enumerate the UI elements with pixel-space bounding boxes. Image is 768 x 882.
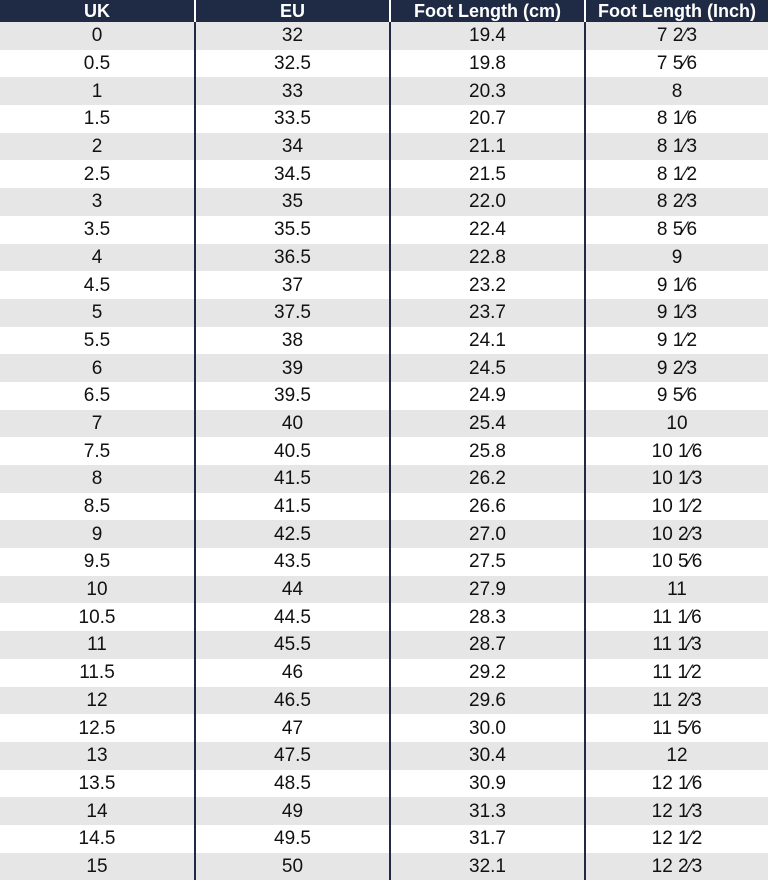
foot-length-inch-cell: 8 2⁄3 [585,188,768,216]
foot-length-cm-cell: 24.9 [390,382,585,410]
foot-length-cm-cell: 29.2 [390,659,585,687]
foot-length-cm-cell: 19.8 [390,50,585,78]
table-row [0,825,768,853]
uk-size-cell: 2 [0,133,195,161]
uk-size-cell: 2.5 [0,160,195,188]
foot-length-cm-cell: 21.1 [390,133,585,161]
table-row [0,797,768,825]
foot-length-cm-cell: 24.1 [390,327,585,355]
eu-size-cell: 38 [195,327,390,355]
uk-size-cell: 10.5 [0,603,195,631]
eu-size-cell: 35 [195,188,390,216]
foot-length-cm-cell: 28.3 [390,603,585,631]
uk-size-cell: 9.5 [0,548,195,576]
foot-length-inch-cell: 9 1⁄6 [585,271,768,299]
uk-size-cell: 13.5 [0,770,195,798]
foot-length-cm-cell: 23.7 [390,299,585,327]
table-row [0,770,768,798]
foot-length-inch-cell: 10 2⁄3 [585,520,768,548]
eu-size-cell: 41.5 [195,493,390,521]
foot-length-inch-cell: 11 [585,576,768,604]
table-row [0,853,768,881]
table-row [0,50,768,78]
eu-size-cell: 36.5 [195,244,390,272]
header-foot-length-cm: Foot Length (cm) [390,0,585,22]
foot-length-inch-cell: 10 1⁄2 [585,493,768,521]
foot-length-inch-cell: 12 1⁄3 [585,797,768,825]
foot-length-inch-cell: 8 5⁄6 [585,216,768,244]
table-row [0,631,768,659]
foot-length-inch-cell: 8 1⁄6 [585,105,768,133]
foot-length-cm-cell: 27.0 [390,520,585,548]
eu-size-cell: 39.5 [195,382,390,410]
foot-length-inch-cell: 11 5⁄6 [585,714,768,742]
foot-length-cm-cell: 19.4 [390,22,585,50]
table-row [0,188,768,216]
uk-size-cell: 11 [0,631,195,659]
foot-length-inch-cell: 11 1⁄3 [585,631,768,659]
foot-length-inch-cell: 9 [585,244,768,272]
uk-size-cell: 5 [0,299,195,327]
eu-size-cell: 48.5 [195,770,390,798]
foot-length-cm-cell: 31.7 [390,825,585,853]
foot-length-cm-cell: 25.8 [390,437,585,465]
uk-size-cell: 15 [0,853,195,881]
foot-length-cm-cell: 27.5 [390,548,585,576]
foot-length-inch-cell: 11 1⁄2 [585,659,768,687]
uk-size-cell: 14 [0,797,195,825]
eu-size-cell: 46.5 [195,687,390,715]
size-chart-header [0,0,768,22]
foot-length-cm-cell: 24.5 [390,354,585,382]
table-row [0,327,768,355]
table-row [0,603,768,631]
header-foot-length-inch: Foot Length (Inch) [585,0,768,22]
foot-length-inch-cell: 8 1⁄3 [585,133,768,161]
foot-length-cm-cell: 30.9 [390,770,585,798]
foot-length-inch-cell: 12 2⁄3 [585,853,768,881]
table-row [0,133,768,161]
uk-size-cell: 3 [0,188,195,216]
foot-length-cm-cell: 30.0 [390,714,585,742]
foot-length-inch-cell: 9 2⁄3 [585,354,768,382]
table-row [0,520,768,548]
eu-size-cell: 37.5 [195,299,390,327]
foot-length-cm-cell: 22.0 [390,188,585,216]
table-row [0,548,768,576]
foot-length-inch-cell: 12 1⁄6 [585,770,768,798]
uk-size-cell: 8.5 [0,493,195,521]
eu-size-cell: 41.5 [195,465,390,493]
eu-size-cell: 37 [195,271,390,299]
eu-size-cell: 39 [195,354,390,382]
eu-size-cell: 34 [195,133,390,161]
uk-size-cell: 10 [0,576,195,604]
eu-size-cell: 32 [195,22,390,50]
foot-length-inch-cell: 9 5⁄6 [585,382,768,410]
header-uk: UK [0,0,195,22]
foot-length-cm-cell: 21.5 [390,160,585,188]
eu-size-cell: 42.5 [195,520,390,548]
table-row [0,160,768,188]
uk-size-cell: 7 [0,410,195,438]
uk-size-cell: 11.5 [0,659,195,687]
foot-length-cm-cell: 28.7 [390,631,585,659]
foot-length-cm-cell: 22.8 [390,244,585,272]
foot-length-cm-cell: 20.3 [390,77,585,105]
foot-length-inch-cell: 8 1⁄2 [585,160,768,188]
table-row [0,105,768,133]
eu-size-cell: 40.5 [195,437,390,465]
table-row [0,216,768,244]
foot-length-inch-cell: 10 1⁄6 [585,437,768,465]
eu-size-cell: 50 [195,853,390,881]
foot-length-inch-cell: 10 5⁄6 [585,548,768,576]
table-row [0,410,768,438]
uk-size-cell: 4 [0,244,195,272]
uk-size-cell: 0.5 [0,50,195,78]
eu-size-cell: 47.5 [195,742,390,770]
eu-size-cell: 49.5 [195,825,390,853]
eu-size-cell: 44.5 [195,603,390,631]
foot-length-inch-cell: 8 [585,77,768,105]
foot-length-cm-cell: 23.2 [390,271,585,299]
foot-length-cm-cell: 31.3 [390,797,585,825]
uk-size-cell: 1.5 [0,105,195,133]
eu-size-cell: 47 [195,714,390,742]
eu-size-cell: 45.5 [195,631,390,659]
foot-length-cm-cell: 26.2 [390,465,585,493]
size-chart-body [0,22,768,880]
foot-length-inch-cell: 11 2⁄3 [585,687,768,715]
uk-size-cell: 9 [0,520,195,548]
foot-length-cm-cell: 29.6 [390,687,585,715]
foot-length-inch-cell: 7 5⁄6 [585,50,768,78]
foot-length-cm-cell: 30.4 [390,742,585,770]
foot-length-inch-cell: 7 2⁄3 [585,22,768,50]
table-row [0,354,768,382]
eu-size-cell: 49 [195,797,390,825]
uk-size-cell: 1 [0,77,195,105]
table-row [0,22,768,50]
foot-length-inch-cell: 12 1⁄2 [585,825,768,853]
foot-length-cm-cell: 27.9 [390,576,585,604]
uk-size-cell: 7.5 [0,437,195,465]
foot-length-cm-cell: 32.1 [390,853,585,881]
header-row [0,0,768,22]
foot-length-inch-cell: 10 1⁄3 [585,465,768,493]
table-row [0,659,768,687]
foot-length-inch-cell: 11 1⁄6 [585,603,768,631]
uk-size-cell: 12 [0,687,195,715]
foot-length-inch-cell: 10 [585,410,768,438]
eu-size-cell: 35.5 [195,216,390,244]
uk-size-cell: 4.5 [0,271,195,299]
table-row [0,714,768,742]
eu-size-cell: 43.5 [195,548,390,576]
foot-length-inch-cell: 9 1⁄3 [585,299,768,327]
uk-size-cell: 6 [0,354,195,382]
foot-length-cm-cell: 22.4 [390,216,585,244]
eu-size-cell: 46 [195,659,390,687]
eu-size-cell: 34.5 [195,160,390,188]
uk-size-cell: 8 [0,465,195,493]
table-row [0,77,768,105]
header-eu: EU [195,0,390,22]
foot-length-cm-cell: 26.6 [390,493,585,521]
foot-length-inch-cell: 12 [585,742,768,770]
table-row [0,299,768,327]
eu-size-cell: 33.5 [195,105,390,133]
table-row [0,437,768,465]
table-row [0,493,768,521]
table-row [0,382,768,410]
foot-length-cm-cell: 25.4 [390,410,585,438]
table-row [0,244,768,272]
uk-size-cell: 0 [0,22,195,50]
eu-size-cell: 33 [195,77,390,105]
uk-size-cell: 14.5 [0,825,195,853]
foot-length-cm-cell: 20.7 [390,105,585,133]
foot-length-inch-cell: 9 1⁄2 [585,327,768,355]
eu-size-cell: 40 [195,410,390,438]
uk-size-cell: 5.5 [0,327,195,355]
table-row [0,687,768,715]
uk-size-cell: 12.5 [0,714,195,742]
table-row [0,465,768,493]
uk-size-cell: 3.5 [0,216,195,244]
eu-size-cell: 32.5 [195,50,390,78]
table-row [0,576,768,604]
uk-size-cell: 13 [0,742,195,770]
eu-size-cell: 44 [195,576,390,604]
uk-size-cell: 6.5 [0,382,195,410]
table-row [0,271,768,299]
table-row [0,742,768,770]
